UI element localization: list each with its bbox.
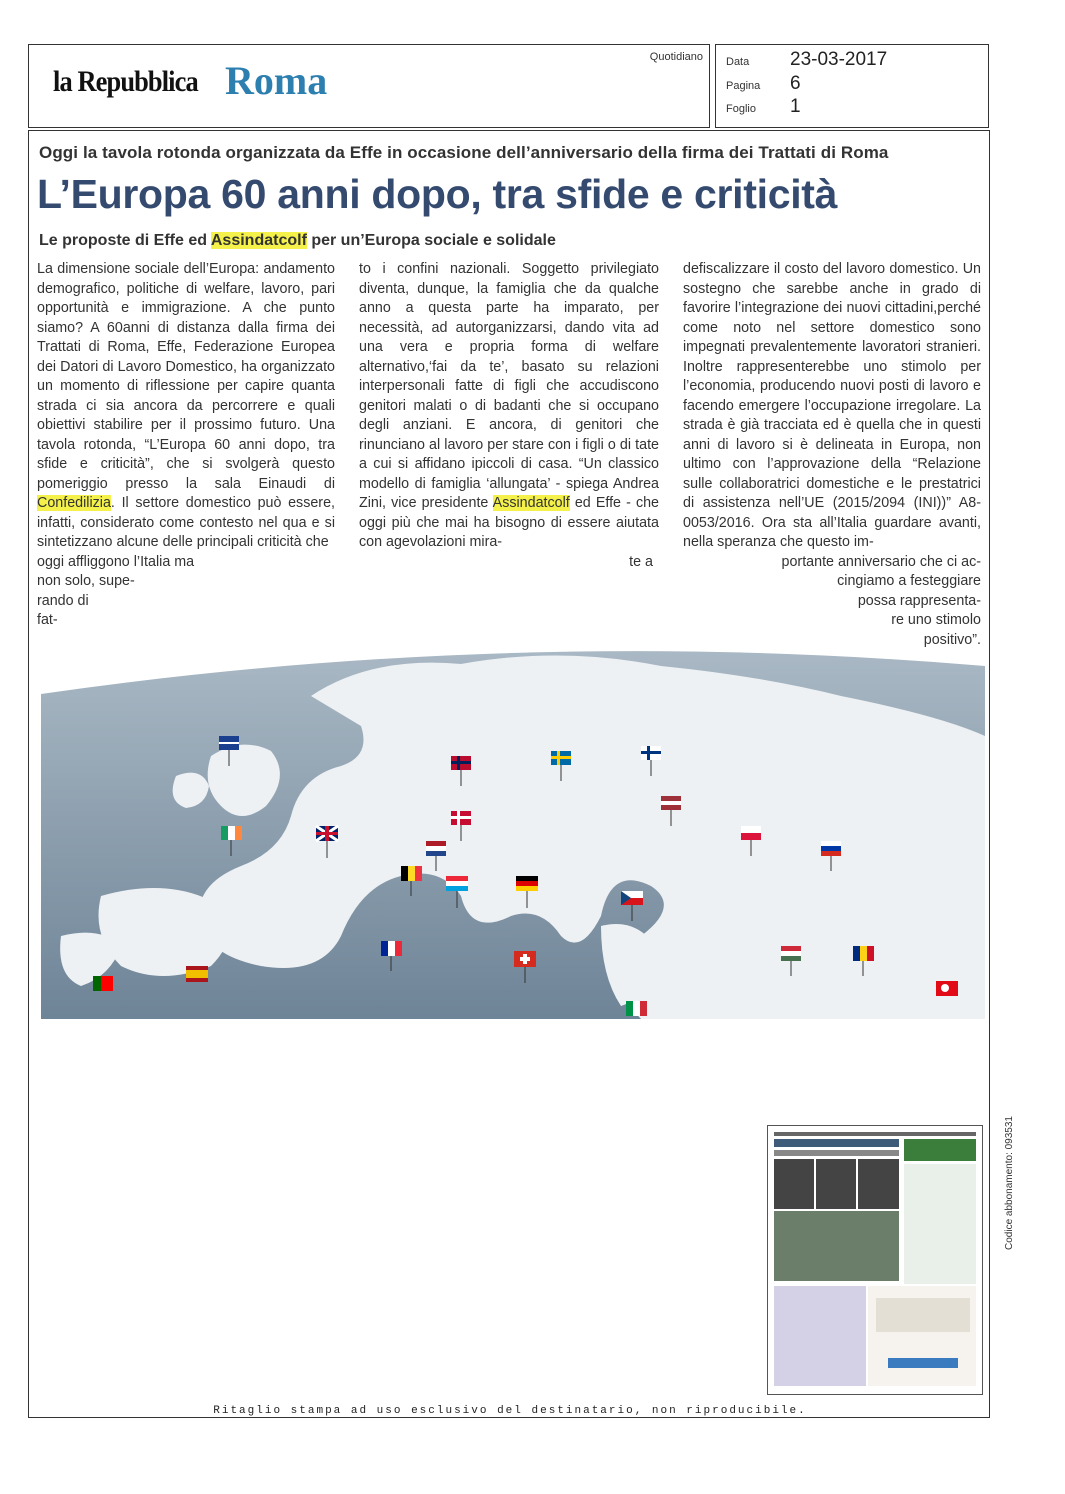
col3-text: defiscalizzare il costo del lavoro domestico. Un sostegno che sarebbe anche in grado di favorire l’integrazione dei nuovi cittadini,perché come noto nel settore domestico sono impegnati prevalentemente lavoratori stranieri. Inoltre rappresenterebbe uno stimolo per l’economia, producendo nuovi posti di lavoro e facendo emergere l’occupazione irregolare. La strada è già tracciata ed è quella che in questi anni di lavoro si è delineata in Europa, non ultimo con l’approvazione della “Relazione sulle collaboratrici domestiche e le prestatrici di assistenza nell’UE (2015/2094 (INI))” A8-0053/2016. Ora sta all’Italia guardare avanti, nella speranza che questo im- bbox=[683, 261, 981, 550]
meta-box bbox=[715, 44, 989, 128]
article-clipping bbox=[28, 130, 990, 1418]
subhead-highlight: Assindatcolf bbox=[210, 232, 307, 249]
col2-text-end: ed Effe - che oggi più che mai ha bisogno di essere aiutata con agevolazioni mira- bbox=[359, 495, 659, 550]
subscription-code: Codice abbonamento: 093531 bbox=[1004, 1116, 1015, 1250]
flag-pin bbox=[186, 966, 208, 982]
publication-type: Quotidiano bbox=[649, 51, 703, 63]
column-2 bbox=[359, 260, 659, 572]
edition-logo: Roma bbox=[225, 58, 328, 103]
col3-tail-line: positivo”. bbox=[923, 631, 981, 648]
page-value: 6 bbox=[790, 73, 801, 94]
col1-text-end: . Il settore domestico può essere, infatti, considerato come contesto nel qua e si sintetizzano alcune delle principali criticità che bbox=[37, 495, 335, 550]
sheet-label: Foglio bbox=[726, 103, 756, 115]
newspaper-logo: la Repubblica bbox=[53, 65, 198, 98]
subhead-text: Le proposte di Effe ed bbox=[39, 232, 211, 249]
subhead bbox=[39, 232, 556, 250]
col1-tail-line: rando di bbox=[37, 592, 89, 609]
masthead bbox=[28, 44, 710, 128]
col2-highlight: Assindatcolf bbox=[492, 495, 570, 511]
meta-date bbox=[726, 49, 887, 71]
col1-text: La dimensione sociale dell’Europa: andamento demografico, politiche di welfare, lavoro, pari opportunità e immigrazione. A che punto siamo? A 60anni di distanza dalla firma dei Trattati di Roma, Effe, Federazione Europea dei Datori di Lavoro Domestico, ha organizzato un momento di riflessione per capire quanta strada ci sia ancora da percorrere e quali obiettivi stabilire per il prossimo futuro. Una tavola rotonda, “L’Europa 60 anni dopo, tra sfide e criticità”, che si svolgerà questo pomeriggio presso la sala Einaudi di bbox=[37, 261, 335, 492]
iberia-land bbox=[99, 888, 230, 976]
column-1 bbox=[37, 260, 335, 631]
footer-notice: Ritaglio stampa ad uso esclusivo del destinatario, non riproducibile. bbox=[213, 1405, 807, 1417]
meta-page bbox=[726, 73, 801, 95]
headline: L’Europa 60 anni dopo, tra sfide e criticità bbox=[37, 171, 838, 217]
col1-tail-line: fat- bbox=[37, 612, 58, 628]
col1-highlight: Confedilizia bbox=[37, 495, 111, 511]
column-3 bbox=[683, 260, 981, 650]
col2-tail: te a bbox=[629, 553, 653, 570]
flag-pin bbox=[626, 1001, 647, 1016]
col3-tail-line: re uno stimolo bbox=[891, 612, 981, 628]
col3-tail-line: portante anniversario che ci ac- bbox=[781, 553, 981, 570]
date-label: Data bbox=[726, 56, 750, 68]
subhead-text-end: per un’Europa sociale e solidale bbox=[306, 232, 556, 249]
flag-pin bbox=[93, 976, 113, 991]
col1-tail-line: oggi affliggono l’Italia ma bbox=[37, 553, 195, 570]
col3-tail-line: cingiamo a festeggiare bbox=[837, 573, 981, 589]
kicker: Oggi la tavola rotonda organizzata da Effe in occasione dell’anniversario della firma dei Trattati di Roma bbox=[39, 143, 889, 162]
meta-sheet bbox=[726, 96, 801, 118]
col1-tail bbox=[37, 553, 335, 631]
col1-tail-line: non solo, supe- bbox=[37, 573, 135, 589]
page-label: Pagina bbox=[726, 80, 761, 92]
page-thumbnail bbox=[767, 1125, 983, 1395]
europe-flags-map-image bbox=[41, 636, 985, 1019]
col3-tail-line: possa rappresenta- bbox=[857, 592, 981, 609]
col2-text: to i confini nazionali. Soggetto privilegiato diventa, dunque, la famiglia che da qualche anno a questa parte ha imparato, per necessità, ad autorganizzarsi, dando vita ad una vera e propria forma di welfare alternativo,‘fai da te’, basato su relazioni interpersonali fatte di figli che accudiscono genitori malati o di badanti che si occupano degli anziani. E ancora, di genitori che rinunciano al lavoro per stare con i figli o di tate a cui si affidano ipiccoli di casa. “Un classico modello di famiglia ‘allungata’ - spiega Andrea Zini, vice presidente bbox=[359, 261, 659, 511]
date-value: 23-03-2017 bbox=[790, 49, 888, 70]
sheet-value: 1 bbox=[790, 96, 801, 117]
flag-pin bbox=[936, 981, 958, 996]
